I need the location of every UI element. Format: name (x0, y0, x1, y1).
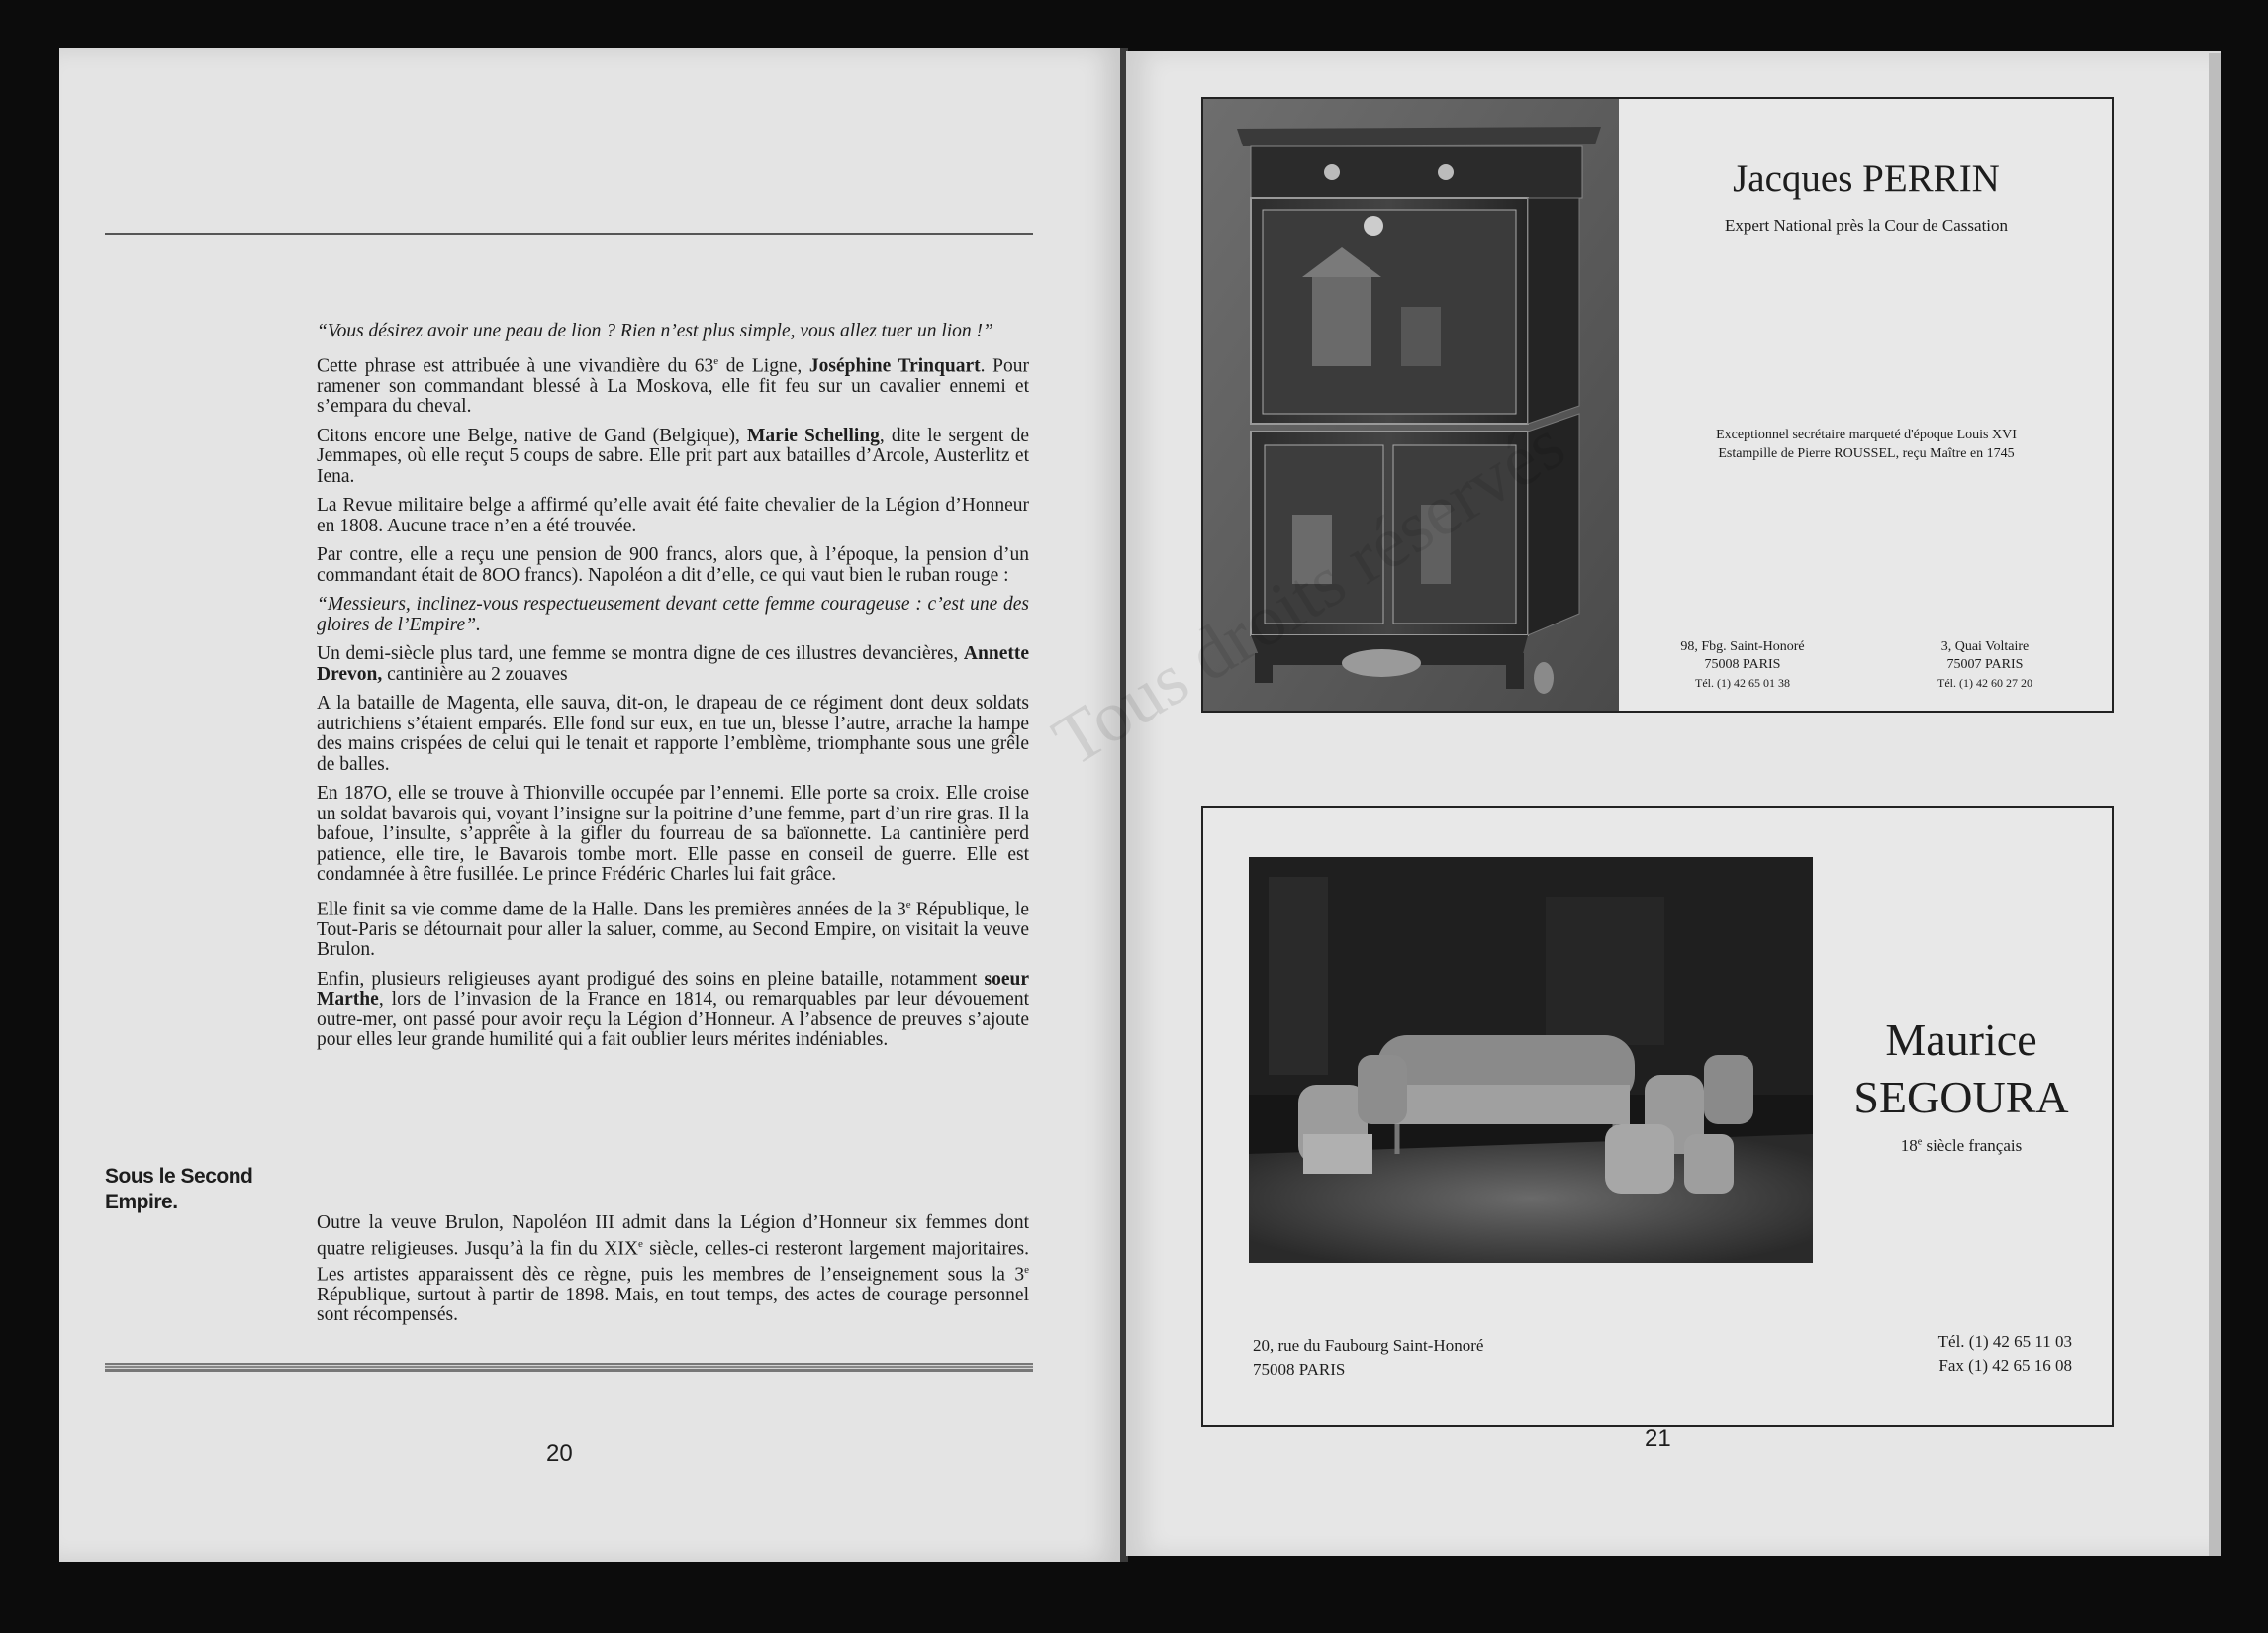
article-paragraph: “Vous désirez avoir une peau de lion ? Rien n’est plus simple, vous allez tuer un lion !” (317, 321, 993, 341)
side-heading: Sous le Second Empire. (105, 1165, 253, 1213)
article-body (317, 322, 1029, 1060)
address-phone: Tél. (1) 42 65 01 38 (1695, 676, 1790, 690)
text-run: e (637, 1237, 643, 1250)
final-paragraph-column (317, 1213, 1029, 1335)
text-run: République, surtout à partir de 1898. Mais, en tout temps, des actes de courage personnel sont récompensés. (317, 1284, 1029, 1325)
text-run: République, le Tout-Paris se détournait pour aller la saluer, comme, au Second Empire, on visitait la veuve Brulon. (317, 899, 1029, 960)
perrin-description (1639, 426, 2094, 463)
century-superscript: e (1917, 1136, 1923, 1148)
perrin-description-line1: Exceptionnel secrétaire marqueté d'époque Louis XVI (1716, 428, 2017, 442)
perrin-advertisement (1201, 97, 2114, 713)
segoura-name (1813, 1011, 2110, 1126)
article-paragraph: A la bataille de Magenta, elle sauva, dit-on, le drapeau de ce régiment dont deux soldats autrichiens s’étaient emparés. Elle fond sur eux, en tue un, blesse l’autre, arrache la hampe des mains crispées de celui qui le tenait et rapporte l’emblème, triomphante sous une grêle de balles. (317, 693, 1029, 775)
text-run: e (713, 354, 719, 367)
article-paragraph (317, 895, 1029, 961)
article-paragraph (317, 351, 1029, 418)
segoura-city: 75008 PARIS (1253, 1360, 1346, 1379)
article-paragraph (317, 427, 1029, 488)
segoura-subtitle (1813, 1136, 2110, 1156)
page-edge (2209, 53, 2221, 1556)
article-paragraph: Par contre, elle a reçu une pension de 900 francs, alors que, à l’époque, la pension d’un commandant était de 8OO francs). Napoléon a dit d’elle, ce qui vaut bien le ruban rouge : (317, 544, 1029, 586)
segoura-address (1253, 1334, 1483, 1382)
segoura-advertisement (1201, 806, 2114, 1427)
perrin-name: Jacques PERRIN (1733, 157, 2000, 200)
text-run: e (1024, 1263, 1029, 1276)
address-street: 98, Fbg. Saint-Honoré (1680, 639, 1805, 654)
secretaire-photo (1203, 99, 1619, 711)
segoura-contact (1938, 1330, 2072, 1378)
perrin-subtitle: Expert National près la Cour de Cassation (1724, 216, 2009, 235)
text-run: Outre la veuve Brulon, Napoléon III admit dans la Légion d’Honneur six femmes dont quatre religieuses. Jusqu’à la fin du XIX (317, 1212, 1029, 1259)
perrin-address-voltaire (1876, 638, 2094, 692)
text-run: Elle finit sa vie comme dame de la Halle. Dans les premières années de la 3 (317, 899, 906, 919)
text-run: , dite le sergent de Jemmapes, où elle reçut 5 coups de sabre. Elle prit part aux batailles d’Arcole, Austerlitz et Iena. (317, 425, 1029, 487)
century-number: 18 (1900, 1136, 1918, 1155)
century-text: siècle français (1922, 1136, 2023, 1155)
text-run: Cette phrase est attribuée à une vivandière du 63 (317, 355, 714, 376)
bottom-rule (105, 1363, 1033, 1372)
text-run: Annette Drevon, (317, 643, 1029, 685)
article-paragraph: La Revue militaire belge a affirmé qu’elle avait été faite chevalier de la Légion d’Honneur en 1808. Aucune trace n’en a été trouvée. (317, 495, 1029, 536)
top-rule (105, 233, 1033, 235)
page-number-left: 20 (546, 1440, 573, 1467)
segoura-phone: Tél. (1) 42 65 11 03 (1937, 1332, 2072, 1351)
article-paragraph: “Messieurs, inclinez-vous respectueusement devant cette femme courageuse : c’est une des gloires de l’Empire”. (317, 594, 1029, 635)
segoura-street: 20, rue du Faubourg Saint-Honoré (1253, 1336, 1484, 1355)
segoura-last-name: SEGOURA (1853, 1072, 2069, 1122)
perrin-description-line2: Estampille de Pierre ROUSSEL, reçu Maître en 1745 (1718, 446, 2015, 461)
text-run: Joséphine Trinquart (808, 355, 981, 376)
perrin-address-honore (1649, 638, 1837, 692)
article-paragraph: En 187O, elle se trouve à Thionville occupée par l’ennemi. Elle porte sa croix. Elle croise un soldat bavarois qui, voyant l’insigne sur la poitrine d’une femme, part d’un rire gras. Il la bafoue, l’insulte, s’apprête à la gifler du fourreau de sa baïonnette. La cantinière perd patience, elle tire, le Bavarois tombe mort. Elle passe en conseil de guerre. Elle est condamnée à être fusillée. Le prince Frédéric Charles lui fait grâce. (317, 783, 1029, 885)
text-run: . Pour ramener son commandant blessé à La Moskova, elle fit feu sur un cavalier ennemi et s’empara du cheval. (317, 355, 1029, 417)
text-run: Marie Schelling (747, 425, 880, 446)
text-run: Citons encore une Belge, native de Gand (Belgique), (317, 425, 748, 446)
text-run: soeur Marthe (317, 968, 1029, 1009)
article-paragraph (317, 644, 1029, 685)
address-phone: Tél. (1) 42 60 27 20 (1937, 676, 2032, 690)
text-run: , lors de l’invasion de la France en 1814, ou remarquables par leur dévouement outre-mer, ont passé pour avoir reçu la Légion d’Honneur. A l’absence de preuves s’ajoute pour elles leur grande humilité qui a fait oublier leurs mérites indéniables. (317, 989, 1029, 1050)
address-city: 75007 PARIS (1946, 657, 2024, 672)
segoura-fax: Fax (1) 42 65 16 08 (1938, 1356, 2072, 1375)
text-run: Un demi-siècle plus tard, une femme se montra digne de ces illustres devancières, (317, 643, 964, 664)
salon-furniture-photo (1249, 857, 1813, 1263)
article-paragraph-final (317, 1213, 1029, 1326)
address-city: 75008 PARIS (1704, 657, 1781, 672)
segoura-first-name: Maurice (1885, 1014, 2037, 1065)
text-run: cantinière au 2 zouaves (382, 663, 568, 685)
article-paragraph (317, 970, 1029, 1051)
text-run: siècle, celles-ci resteront largement majoritaires. Les artistes apparaissent dès ce règne, puis les membres de l’enseignement sous la 3 (317, 1238, 1029, 1285)
text-run: e (905, 898, 911, 911)
address-street: 3, Quai Voltaire (1940, 639, 2030, 654)
text-run: de Ligne, (718, 355, 809, 376)
text-run: Enfin, plusieurs religieuses ayant prodigué des soins en pleine bataille, notamment (317, 968, 985, 990)
page-number-right: 21 (1645, 1425, 1671, 1452)
